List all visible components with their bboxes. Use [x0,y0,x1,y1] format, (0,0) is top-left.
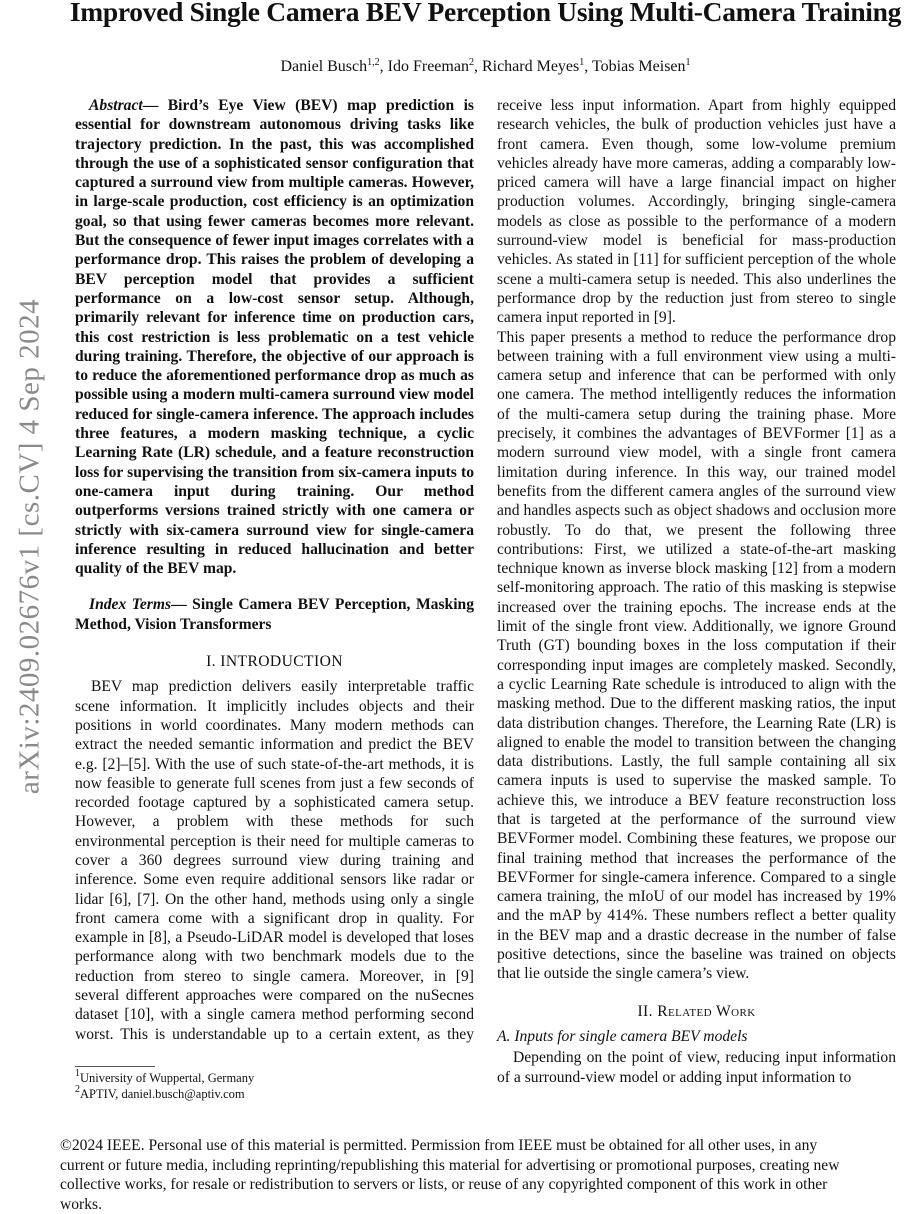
left-column [75,96,474,1044]
footnote-divider [75,1066,155,1067]
footnotes [75,1066,474,1102]
arxiv-stamp: arXiv:2409.02676v1 [cs.CV] 4 Sep 2024 [13,298,46,795]
section-heading-related-work: II. Related Work [637,1002,756,1020]
intro-paragraph: BEV map prediction delivers easily interpretable traffic scene information. It implicitly includes objects and their positions in world coordinates. Many modern methods can extract the needed semantic information and predict the BEV e.g. [2]–[5]. With the use of such state-of-the-art methods, it is now feasible to generate full scenes from just a few seconds of recorded footage captured by a sophisticated camera setup. However, a problem with these methods for such environmental perception is their need for multiple cameras to cover a 360 degrees surround view during training and inference. Some even require additional sensors like radar or lidar [6], [7]. On the other hand, methods using only a single front camera come with a significant drop in quality. For example in [8], a Pseudo-LiDAR model is developed that loses performance along with two benchmark models due to the reduction from stereo to single camera. Moreover, in [9] several different approaches were compared on the nuSecnes dataset [10], with a single camera method performing second worst. This is understandable up to a certain extent, as they [75,678,474,1043]
abstract: Abstract— Bird’s Eye View (BEV) map prediction is essential for downstream autonomous driving tasks like trajectory prediction. In the past, this was accomplished through the use of a sophisticated sensor configuration that captured a surround view from multiple cameras. However, in large-scale production, cost efficiency is an optimization goal, so that using fewer cameras becomes more relevant. But the consequence of fewer input images correlates with a performance drop. This raises the problem of developing a BEV perception model that provides a sufficient performance on a low-cost sensor setup. Although, primarily relevant for inference time on production cars, this cost restriction is less problematic on a test vehicle during training. Therefore, the objective of our approach is to reduce the aforementioned performance drop as much as possible using a modern multi-camera surround view model reduced for single-camera inference. The approach includes three features, a modern masking technique, a cyclic Learning Rate (LR) schedule, and a feature reconstruction loss for supervising the transition from six-camera inputs to one-camera input during training. Our method outperforms versions trained strictly with one camera or strictly with six-camera surround view for single-camera inference resulting in reduced hallucination and better quality of the BEV map. [75,97,474,578]
author: Daniel Busch$^{1,2}$, [280,57,388,75]
paper-title: Improved Single Camera BEV Perception Using Multi-Camera Training [69,0,902,27]
intro-paragraph-continued: receive less input information. Apart from highly equipped research vehicles, the bulk of production vehicles just have a front camera. Even though, some low-volume premium vehicles already have more cameras, adding a comparably low-priced camera will have a large financial impact on higher production volumes. Accordingly, bringing single-camera models as close as possible to the performance of a modern surround-view model is beneficial for mass-production vehicles. As stated in [11] for sufficient perception of the whole scene a multi-camera setup is needed. This also underlines the performance drop by the reduction just from stereo to single camera input reported in [9]. [497,97,896,327]
footnote: $^1$University of Wuppertal, Germany [75,1068,255,1085]
author-list [0,58,911,76]
author: Ido Freeman$^2$, [387,57,482,75]
footnote: $^2$APTIV, daniel.busch@aptiv.com [75,1083,245,1101]
right-column [497,96,896,1087]
related-work-paragraph: Depending on the point of view, reducing input information of a surround-view model or adding input information to [497,1049,896,1086]
author: Tobias Meisen$^1$ [591,57,691,75]
copyright-notice: ©2024 IEEE. Personal use of this material is permitted. Permission from IEEE must be obtained for all other uses, in any current or future media, including reprinting/republishing this material for advertising or promotional purposes, creating new collective works, for resale or redistribution to servers or lists, or reuse of any copyrighted component of this work in other works. [60,1137,840,1213]
subsection-heading: A. Inputs for single camera BEV models [497,1027,748,1045]
index-terms: Index Terms— Single Camera BEV Perception, Masking Method, Vision Transformers [75,596,474,633]
section-heading-introduction: I. INTRODUCTION [206,653,343,671]
author: Richard Meyes$^1$, [481,57,592,75]
contribution-paragraph: This paper presents a method to reduce the performance drop between training with a full environment view using a multi-camera setup and inference that can be performed with only one camera. The method intelligently reduces the information of the multi-camera setup during the training phase. More precisely, it combines the advantages of BEVFormer [1] as a modern surround view model, with a single front camera limitation during inference. In this way, our trained model benefits from the different camera angles of the surround view and handles aspects such as object shadows and occlusion more robustly. To do that, we present the following three contributions: First, we utilized a state-of-the-art masking technique known as inverse block masking [12] from a modern self-monitoring approach. The ratio of this masking is stepwise increased over the training epochs. The increase ends at the limit of the single front view. Additionally, we ignore Ground Truth (GT) bounding boxes in the loss computation if their corresponding input images are completely masked. Secondly, a cyclic Learning Rate schedule is introduced to align with the masking method. Due to the different masking ratios, the input data distribution changes. Therefore, the Learning Rate (LR) is aligned to enable the model to transition between the changing data distributions. Lastly, the full sample containing all six camera inputs is used to supervise the masked sample. To achieve this, we introduce a BEV feature reconstruction loss that is targeted at the performance of the surround view BEVFormer model. Combining these features, we propose our final training method that increases the performance of the BEVFormer for single-camera inference. Compared to a single camera training, the mIoU of our model has increased by 19% and the mAP by 414%. These numbers reflect a better quality in the BEV map and a drastic decrease in the number of false positive detections, since the baseline was trained on objects that lie outside the single camera’s view. [497,328,896,983]
